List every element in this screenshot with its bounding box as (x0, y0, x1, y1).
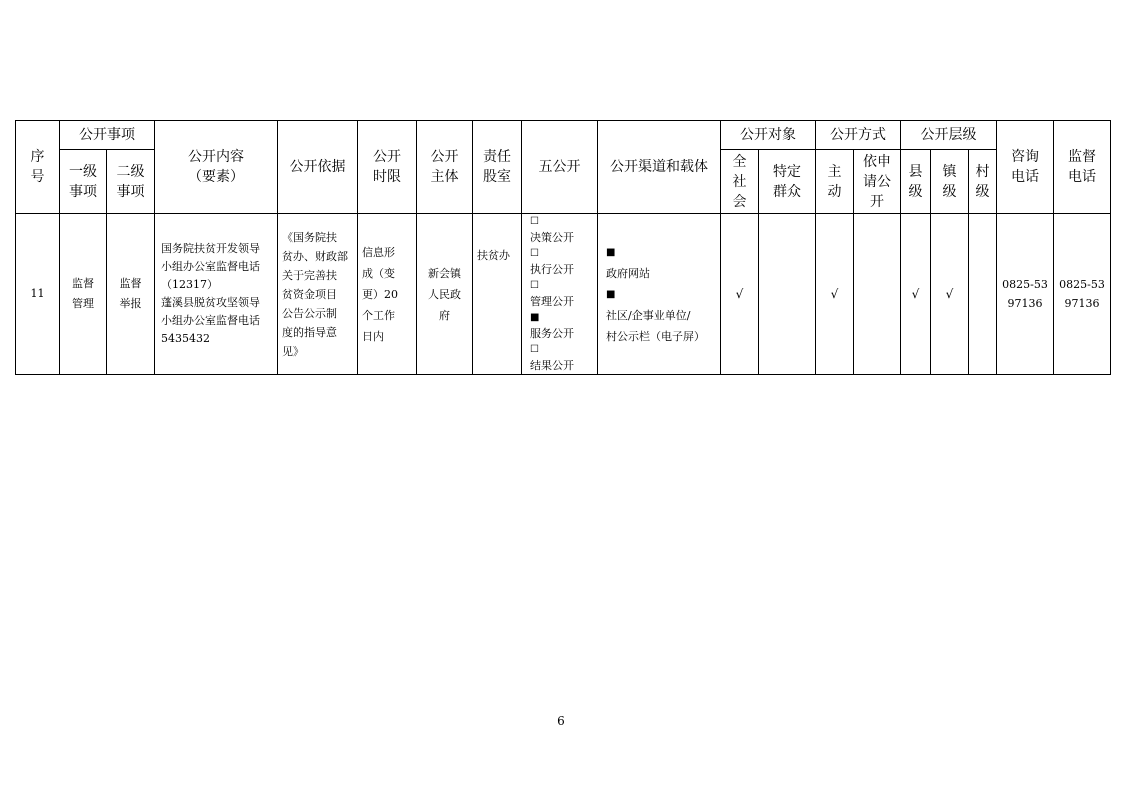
five-open-option: ■ 服务公开 (530, 310, 593, 342)
row-target-all: √ (721, 214, 759, 375)
row-supervise-phone: 0825-53 97136 (1054, 214, 1111, 375)
header-level1: 一级 事项 (60, 150, 107, 214)
row-dept: 扶贫办 (473, 214, 522, 375)
header-five-open: 五公开 (522, 121, 598, 214)
header-method: 公开方式 (816, 121, 901, 150)
row-basis: 《国务院扶 贫办、财政部 关于完善扶 贫资金项目 公告公示制 度的指导意 见》 (278, 214, 358, 375)
channel-option-cont: 村公示栏（电子屏） (606, 329, 705, 343)
header-channel: 公开渠道和载体 (598, 121, 721, 214)
header-level: 公开层级 (901, 121, 997, 150)
checkbox-icon: ☐ (530, 344, 539, 355)
checked-box-icon: ■ (530, 312, 540, 323)
row-time-limit: 信息形 成（变 更）20 个工作 日内 (358, 214, 417, 375)
row-seq: 11 (16, 214, 60, 375)
row-target-specific (759, 214, 816, 375)
header-level-county: 县 级 (901, 150, 931, 214)
header-consult: 咨询 电话 (997, 121, 1054, 214)
channel-option: ■ 社区/企事业单位/ (606, 284, 716, 326)
header-supervise: 监督 电话 (1054, 121, 1111, 214)
five-open-option: ☐ 管理公开 (530, 278, 593, 310)
header-target: 公开对象 (721, 121, 816, 150)
row-consult-phone: 0825-53 97136 (997, 214, 1054, 375)
page-number: 6 (557, 714, 565, 728)
row-subject: 新会镇 人民政 府 (417, 214, 473, 375)
row-method-apply (854, 214, 901, 375)
header-method-active: 主 动 (816, 150, 854, 214)
header-level-village: 村 级 (969, 150, 997, 214)
five-open-option: ☐ 结果公开 (530, 342, 593, 374)
header-seq: 序 号 (16, 121, 60, 214)
header-basis: 公开依据 (278, 121, 358, 214)
header-content: 公开内容 （要素） (155, 121, 278, 214)
header-dept: 责任 股室 (473, 121, 522, 214)
header-level2: 二级 事项 (107, 150, 155, 214)
table-row (16, 214, 1111, 375)
checkbox-icon: ☐ (530, 216, 539, 227)
disclosure-table (15, 120, 1111, 375)
header-matters: 公开事项 (60, 121, 155, 150)
row-level-town: √ (931, 214, 969, 375)
checked-box-icon: ■ (606, 246, 616, 258)
header-time-limit: 公开 时限 (358, 121, 417, 214)
row-channel (598, 214, 721, 375)
row-content: 国务院扶贫开发领导 小组办公室监督电话 （12317） 蓬溪县脱贫攻坚领导 小组办公室监督电话 5435432 (155, 214, 278, 375)
header-target-all: 全 社 会 (721, 150, 759, 214)
row-level-county: √ (901, 214, 931, 375)
row-level-village (969, 214, 997, 375)
five-open-option: ☐ 执行公开 (530, 246, 593, 278)
row-five-open (522, 214, 598, 375)
row-method-active: √ (816, 214, 854, 375)
checked-box-icon: ■ (606, 288, 616, 300)
channel-option: ■ 政府网站 (606, 242, 716, 284)
header-target-specific: 特定 群众 (759, 150, 816, 214)
checkbox-icon: ☐ (530, 248, 539, 259)
checkbox-icon: ☐ (530, 280, 539, 291)
header-level-town: 镇 级 (931, 150, 969, 214)
header-method-apply: 依申 请公 开 (854, 150, 901, 214)
five-open-option: ☐ 决策公开 (530, 214, 593, 246)
row-level2: 监督 举报 (107, 214, 155, 375)
row-level1: 监督 管理 (60, 214, 107, 375)
header-subject: 公开 主体 (417, 121, 473, 214)
